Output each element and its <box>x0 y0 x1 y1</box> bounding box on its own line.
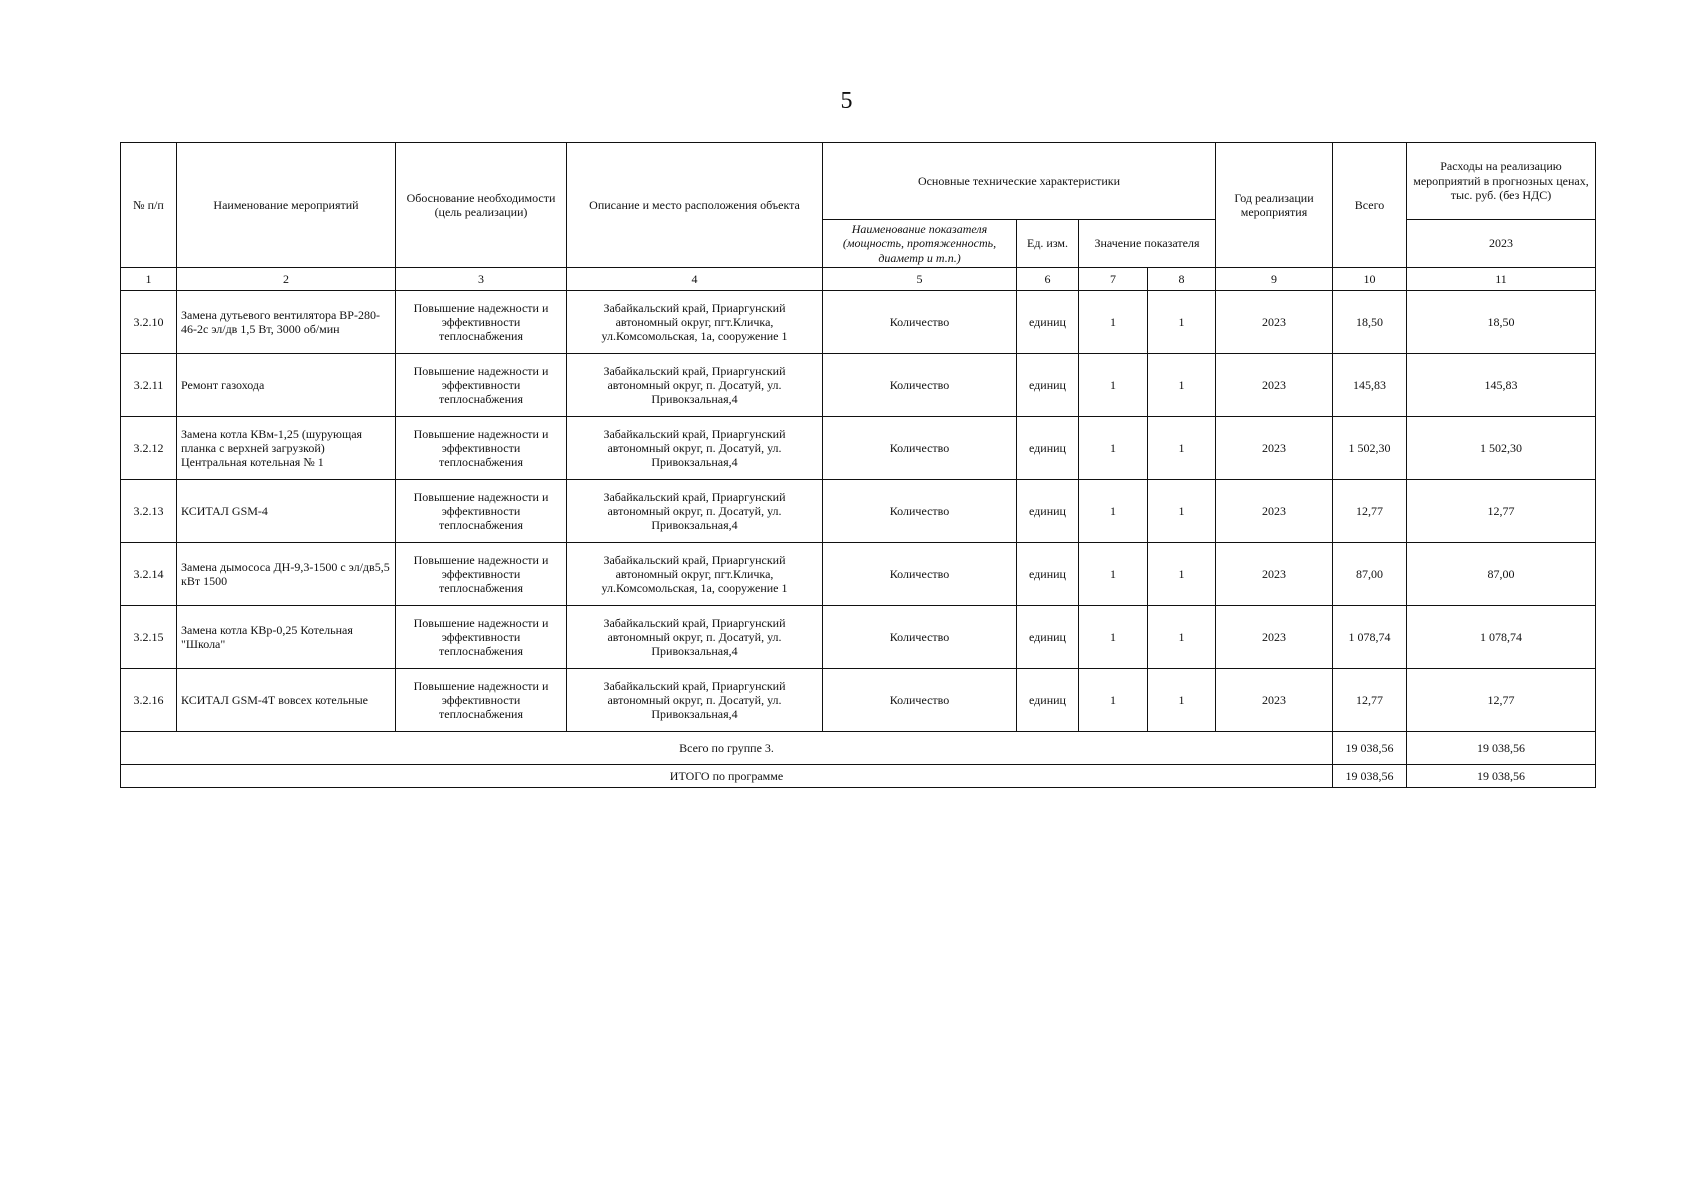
row-2023: 18,50 <box>1407 291 1596 354</box>
row-total: 18,50 <box>1333 291 1407 354</box>
row-num: 3.2.13 <box>121 480 177 543</box>
column-number: 6 <box>1017 268 1079 291</box>
row-name: Замена дымососа ДН-9,3-1500 с эл/дв5,5 кВт 1500 <box>177 543 396 606</box>
row-description: Забайкальский край, Приаргунский автономный округ, п. Досатуй, ул. Привокзальная,4 <box>567 480 823 543</box>
row-unit: единиц <box>1017 543 1079 606</box>
program-total-value: 19 038,56 <box>1333 765 1407 788</box>
row-name: Замена дутьевого вентилятора ВР-280-46-2с эл/дв 1,5 Вт, 3000 об/мин <box>177 291 396 354</box>
row-description: Забайкальский край, Приаргунский автономный округ, п. Досатуй, ул. Привокзальная,4 <box>567 606 823 669</box>
header-unit: Ед. изм. <box>1017 220 1079 268</box>
row-num: 3.2.16 <box>121 669 177 732</box>
column-number: 8 <box>1148 268 1216 291</box>
row-justification: Повышение надежности и эффективности теплоснабжения <box>396 354 567 417</box>
row-2023: 145,83 <box>1407 354 1596 417</box>
header-num: № п/п <box>121 143 177 268</box>
row-description: Забайкальский край, Приаргунский автономный округ, п. Досатуй, ул. Привокзальная,4 <box>567 669 823 732</box>
column-number: 5 <box>823 268 1017 291</box>
row-2023: 12,77 <box>1407 480 1596 543</box>
row-value-7: 1 <box>1079 480 1148 543</box>
group-total-row <box>121 732 1596 765</box>
row-value-8: 1 <box>1148 291 1216 354</box>
program-total-label: ИТОГО по программе <box>121 765 1333 788</box>
row-total: 12,77 <box>1333 669 1407 732</box>
row-num: 3.2.12 <box>121 417 177 480</box>
row-value-7: 1 <box>1079 354 1148 417</box>
table-row <box>121 606 1596 669</box>
column-number: 7 <box>1079 268 1148 291</box>
row-total: 145,83 <box>1333 354 1407 417</box>
table-row <box>121 354 1596 417</box>
row-description: Забайкальский край, Приаргунский автономный округ, пгт.Кличка, ул.Комсомольская, 1а, сооружение 1 <box>567 291 823 354</box>
row-value-7: 1 <box>1079 543 1148 606</box>
row-unit: единиц <box>1017 606 1079 669</box>
row-2023: 1 502,30 <box>1407 417 1596 480</box>
header-name: Наименование мероприятий <box>177 143 396 268</box>
page-number: 5 <box>840 88 853 114</box>
row-name: Замена котла КВм-1,25 (шурующая планка с верхней загрузкой) Центральная котельная № 1 <box>177 417 396 480</box>
header-tech: Основные технические характеристики <box>823 143 1216 220</box>
row-description: Забайкальский край, Приаргунский автономный округ, п. Досатуй, ул. Привокзальная,4 <box>567 354 823 417</box>
row-year: 2023 <box>1216 480 1333 543</box>
header-expenses: Расходы на реализацию мероприятий в прогнозных ценах, тыс. руб. (без НДС) <box>1407 143 1596 220</box>
row-justification: Повышение надежности и эффективности теплоснабжения <box>396 291 567 354</box>
row-description: Забайкальский край, Приаргунский автономный округ, п. Досатуй, ул. Привокзальная,4 <box>567 417 823 480</box>
group-total-label: Всего по группе 3. <box>121 732 1333 765</box>
row-value-7: 1 <box>1079 417 1148 480</box>
column-number: 1 <box>121 268 177 291</box>
table-row <box>121 543 1596 606</box>
header-year-2023: 2023 <box>1407 220 1596 268</box>
row-value-8: 1 <box>1148 543 1216 606</box>
row-description: Забайкальский край, Приаргунский автономный округ, пгт.Кличка, ул.Комсомольская, 1а, сооружение 1 <box>567 543 823 606</box>
group-total-value: 19 038,56 <box>1333 732 1407 765</box>
column-number: 3 <box>396 268 567 291</box>
row-value-8: 1 <box>1148 669 1216 732</box>
row-year: 2023 <box>1216 606 1333 669</box>
table-row <box>121 417 1596 480</box>
row-num: 3.2.10 <box>121 291 177 354</box>
row-value-8: 1 <box>1148 354 1216 417</box>
row-indicator: Количество <box>823 606 1017 669</box>
row-justification: Повышение надежности и эффективности теплоснабжения <box>396 417 567 480</box>
row-2023: 12,77 <box>1407 669 1596 732</box>
row-value-7: 1 <box>1079 669 1148 732</box>
row-total: 1 078,74 <box>1333 606 1407 669</box>
header-year: Год реализации мероприятия <box>1216 143 1333 268</box>
row-name: КСИТАЛ GSM-4Т вовсех котельные <box>177 669 396 732</box>
row-indicator: Количество <box>823 291 1017 354</box>
row-justification: Повышение надежности и эффективности теплоснабжения <box>396 480 567 543</box>
row-value-8: 1 <box>1148 480 1216 543</box>
header-description: Описание и место расположения объекта <box>567 143 823 268</box>
column-number: 2 <box>177 268 396 291</box>
row-justification: Повышение надежности и эффективности теплоснабжения <box>396 669 567 732</box>
row-year: 2023 <box>1216 417 1333 480</box>
row-year: 2023 <box>1216 354 1333 417</box>
table-row <box>121 291 1596 354</box>
row-num: 3.2.14 <box>121 543 177 606</box>
row-total: 12,77 <box>1333 480 1407 543</box>
row-year: 2023 <box>1216 291 1333 354</box>
program-total-2023: 19 038,56 <box>1407 765 1596 788</box>
row-value-7: 1 <box>1079 291 1148 354</box>
column-number: 11 <box>1407 268 1596 291</box>
row-2023: 1 078,74 <box>1407 606 1596 669</box>
row-year: 2023 <box>1216 669 1333 732</box>
row-indicator: Количество <box>823 480 1017 543</box>
column-number: 10 <box>1333 268 1407 291</box>
row-unit: единиц <box>1017 291 1079 354</box>
row-year: 2023 <box>1216 543 1333 606</box>
row-indicator: Количество <box>823 543 1017 606</box>
row-value-7: 1 <box>1079 606 1148 669</box>
row-num: 3.2.11 <box>121 354 177 417</box>
header-indicator-value: Значение показателя <box>1079 220 1216 268</box>
row-num: 3.2.15 <box>121 606 177 669</box>
row-name: Ремонт газохода <box>177 354 396 417</box>
row-indicator: Количество <box>823 417 1017 480</box>
header-indicator-name: Наименование показателя (мощность, протяженность, диаметр и т.п.) <box>823 220 1017 268</box>
column-numbers-row <box>121 268 1596 291</box>
row-total: 87,00 <box>1333 543 1407 606</box>
row-total: 1 502,30 <box>1333 417 1407 480</box>
row-justification: Повышение надежности и эффективности теплоснабжения <box>396 543 567 606</box>
row-unit: единиц <box>1017 480 1079 543</box>
row-unit: единиц <box>1017 354 1079 417</box>
header-total: Всего <box>1333 143 1407 268</box>
row-justification: Повышение надежности и эффективности теплоснабжения <box>396 606 567 669</box>
row-name: КСИТАЛ GSM-4 <box>177 480 396 543</box>
column-number: 4 <box>567 268 823 291</box>
events-table <box>120 142 1596 788</box>
table-row <box>121 669 1596 732</box>
row-unit: единиц <box>1017 417 1079 480</box>
row-name: Замена котла КВр-0,25 Котельная "Школа" <box>177 606 396 669</box>
program-total-row <box>121 765 1596 788</box>
row-2023: 87,00 <box>1407 543 1596 606</box>
table-row <box>121 480 1596 543</box>
row-indicator: Количество <box>823 354 1017 417</box>
column-number: 9 <box>1216 268 1333 291</box>
row-unit: единиц <box>1017 669 1079 732</box>
group-total-2023: 19 038,56 <box>1407 732 1596 765</box>
row-value-8: 1 <box>1148 417 1216 480</box>
row-indicator: Количество <box>823 669 1017 732</box>
header-justification: Обоснование необходимости (цель реализации) <box>396 143 567 268</box>
row-value-8: 1 <box>1148 606 1216 669</box>
